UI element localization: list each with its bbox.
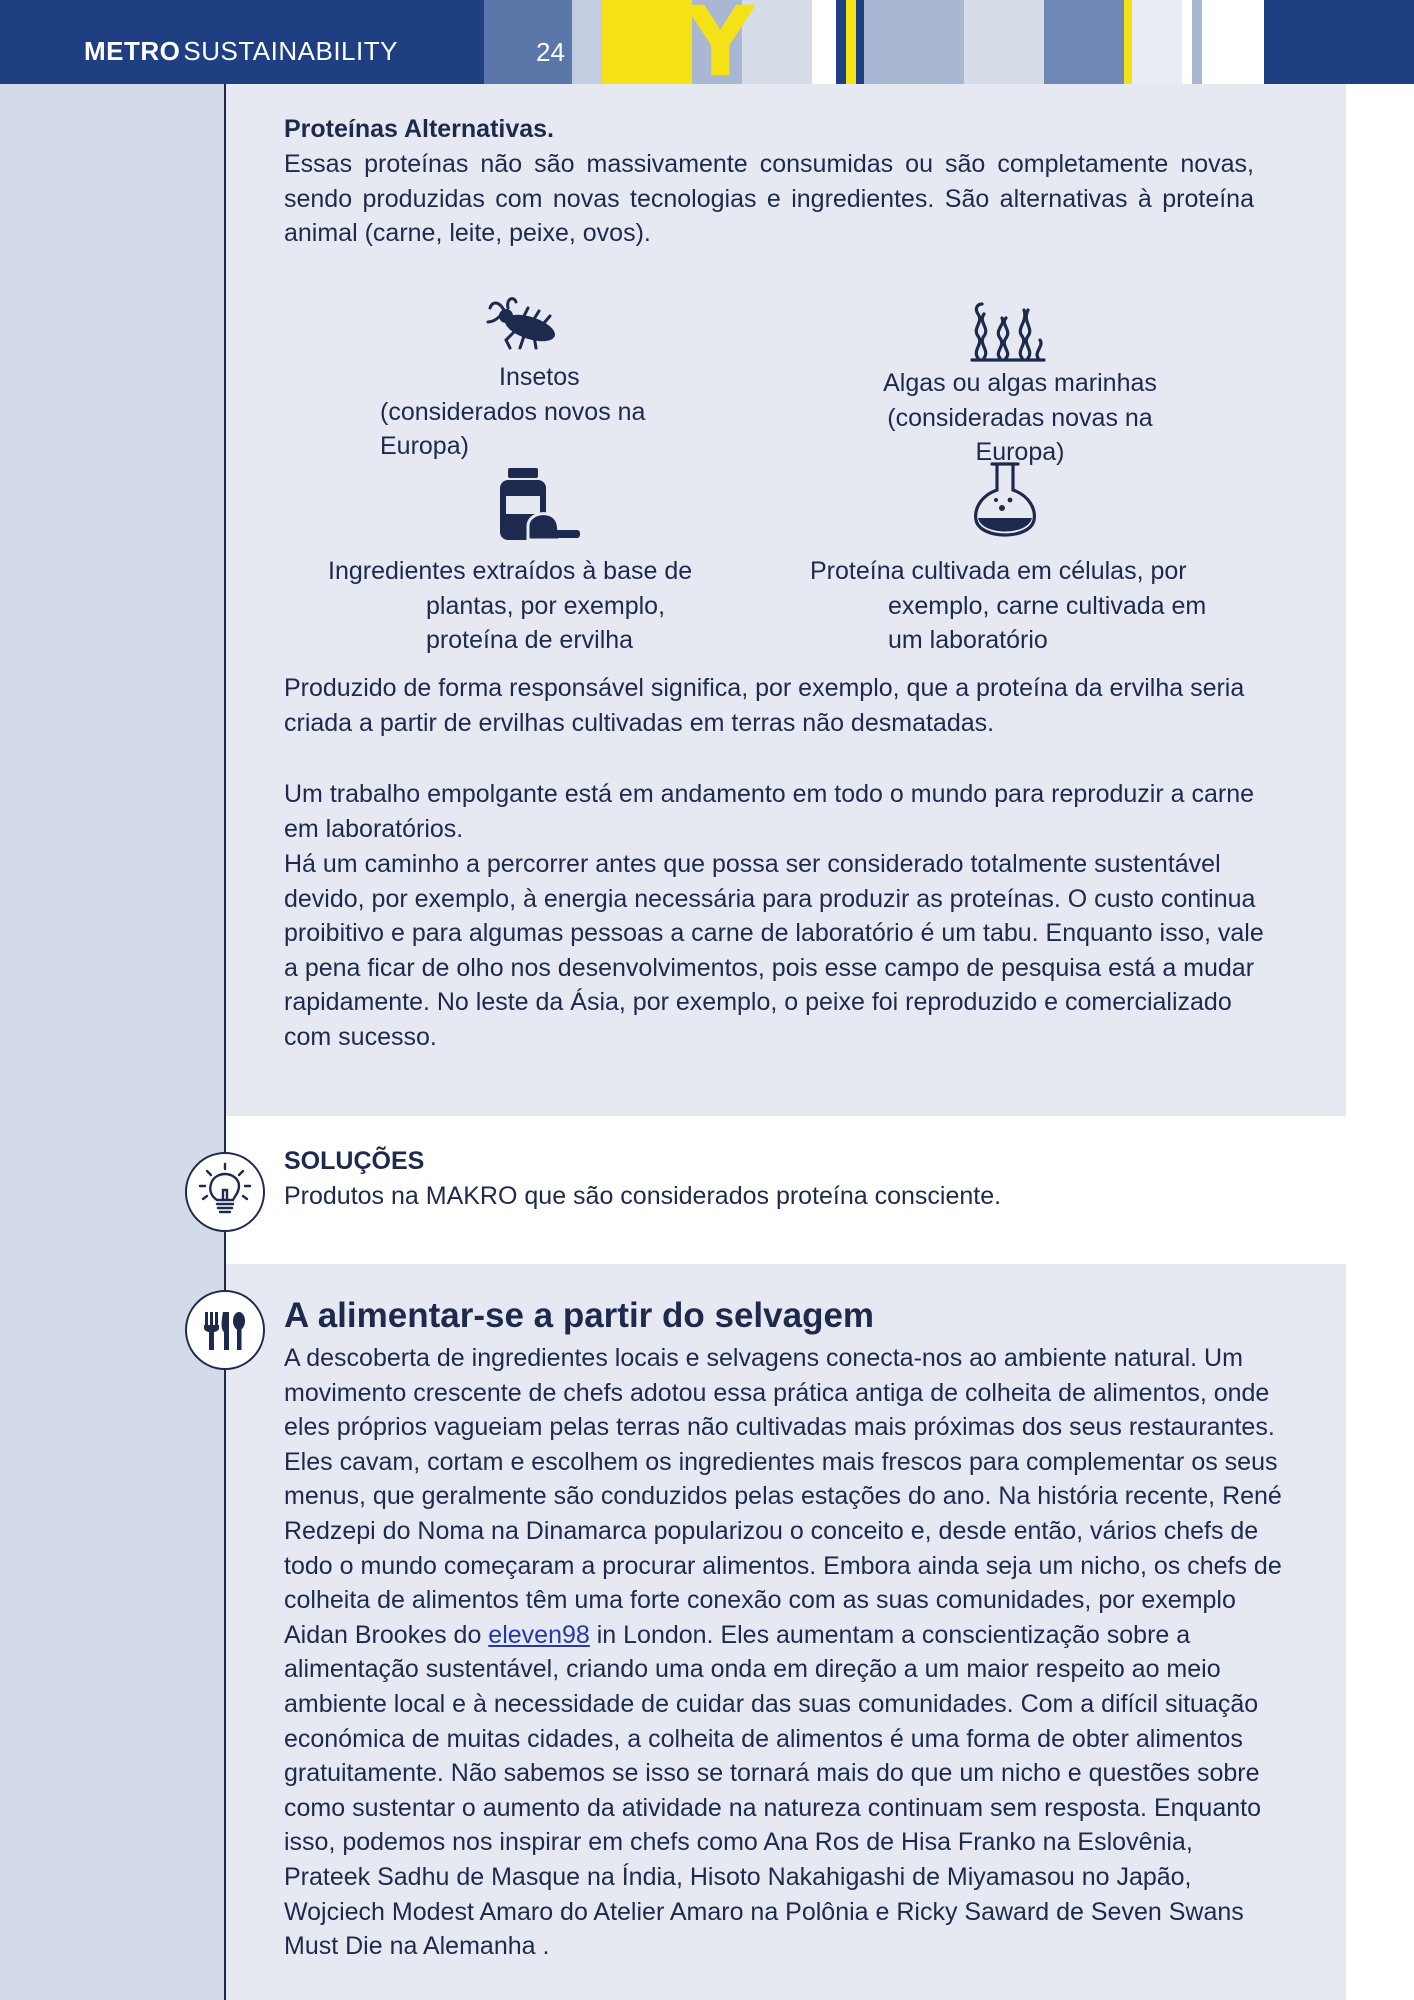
solutions-text: Produtos na MAKRO que são considerados proteína consciente. bbox=[284, 1182, 1002, 1210]
decor-my-letters: MY bbox=[594, 0, 752, 84]
plant-protein-icon bbox=[498, 466, 582, 542]
timeline-line bbox=[224, 84, 226, 2000]
plant-line2: plantas, por exemplo, bbox=[426, 591, 666, 620]
foraging-text-part1: A descoberta de ingredientes locais e selvagens conecta-nos ao ambiente natural. Um movimento crescente de chefs adotou essa prática antiga de colheita de alimentos, onde eles próprios vagueiam pelas terras não cultivadas mais próximas dos seus restaurantes. Eles cavam, cortam e escolhem os ingredientes mais frescos para complementar os seus menus, que geralmente são conduzidos pelas estações do ano. Na história recente, René Redzepi do Noma na Dinamarca popularizou o conceito e, desde então, vários chefs de todo o mundo começaram a procurar alimentos. Embora ainda seja um nicho, os chefs de colheita de alimentos têm uma forte conexão com as suas comunidades, por exemplo Aidan Brookes do bbox=[284, 1344, 1282, 1649]
plant-line3: proteína de ervilha bbox=[426, 626, 634, 655]
cultivated-line1: Proteína cultivada em células, por bbox=[810, 557, 1187, 585]
alt-proteins-title: Proteínas Alternativas. bbox=[284, 115, 555, 143]
flask-icon bbox=[972, 460, 1038, 546]
brand-metro: METRO bbox=[84, 36, 181, 66]
left-margin-panel bbox=[0, 84, 225, 2000]
foraging-text bbox=[284, 1341, 1284, 1964]
plant-line1: Ingredientes extraídos à base de bbox=[328, 557, 693, 585]
lab-meat-paragraph: Um trabalho empolgante está em andamento em todo o mundo para reproduzir a carne em laboratórios. bbox=[284, 780, 1255, 843]
insects-line3: Europa) bbox=[380, 432, 469, 461]
responsible-paragraph: Produzido de forma responsável significa, por exemplo, que a proteína da ervilha seria criada a partir de ervilhas cultivadas em terras não desmatadas. bbox=[284, 674, 1245, 737]
lab-meat-paragraph-2: Há um caminho a percorrer antes que possa ser considerado totalmente sustentável devido, por exemplo, à energia necessária para produzir as proteínas. O custo continua proibitivo e para algumas pessoas a carne de laboratório é um tabu. Enquanto isso, vale a pena ficar de olho nos desenvolvimentos, pois esse campo de pesquisa está a mudar rapidamente. No leste da Ásia, por exemplo, o peixe foi reproduzido e comercializado com sucesso. bbox=[284, 850, 1264, 1051]
page-number: 24 bbox=[536, 37, 565, 67]
seaweed-line2: (consideradas novas na Europa) bbox=[887, 403, 1153, 467]
page-header bbox=[0, 0, 1414, 84]
insects-line1: Insetos bbox=[499, 363, 580, 391]
seaweed-caption bbox=[840, 366, 1200, 470]
plant-caption bbox=[328, 554, 748, 658]
eleven98-link[interactable]: eleven98 bbox=[488, 1620, 590, 1649]
foraging-text-part2: in London. Eles aumentam a conscientização sobre a alimentação sustentável, criando uma onda em direção a um maior respeito ao meio ambiente local e à necessidade de cuidar das suas comunidades. Com a difícil situação económica de muitas cidades, a colheita de alimentos é uma forma de obter alimentos gratuitamente. Não sabemos se isso se tornará mais do que um nicho e questões sobre como sustentar o aumento da atividade na natureza continuam sem resposta. Enquanto isso, podemos nos inspirar em chefs como Ana Ros de Hisa Franko na Eslovênia, Prateek Sadhu de Masque na Índia, Hisoto Nakahigashi de Miyamasou no Japão, Wojciech Modest Amaro do Atelier Amaro na Polônia e Ricky Saward de Seven Swans Must Die na Alemanha . bbox=[284, 1620, 1261, 1961]
cultivated-caption bbox=[810, 554, 1250, 658]
brand-title bbox=[84, 36, 398, 67]
solutions-title: SOLUÇÕES bbox=[284, 1147, 425, 1175]
insect-icon bbox=[484, 296, 564, 356]
header-right-block bbox=[1346, 0, 1414, 84]
foraging-title: A alimentar-se a partir do selvagem bbox=[284, 1296, 875, 1335]
seaweed-icon bbox=[966, 300, 1050, 364]
insects-line2: (considerados novos na bbox=[380, 397, 646, 426]
cultivated-line2: exemplo, carne cultivada em bbox=[888, 591, 1207, 620]
cutlery-icon bbox=[187, 1292, 263, 1368]
lightbulb-icon bbox=[187, 1154, 263, 1230]
cutlery-badge bbox=[185, 1290, 265, 1370]
alt-proteins-intro: Essas proteínas não são massivamente consumidas ou são completamente novas, sendo produzidas com novas tecnologias e ingredientes. São alternativas à proteína animal (carne, leite, peixe, ovos). bbox=[284, 150, 1254, 248]
brand-sustainability: SUSTAINABILITY bbox=[183, 36, 398, 66]
insects-caption bbox=[380, 360, 680, 464]
cultivated-line3: um laboratório bbox=[888, 626, 1048, 655]
lightbulb-badge bbox=[185, 1152, 265, 1232]
seaweed-line1: Algas ou algas marinhas bbox=[883, 369, 1157, 397]
